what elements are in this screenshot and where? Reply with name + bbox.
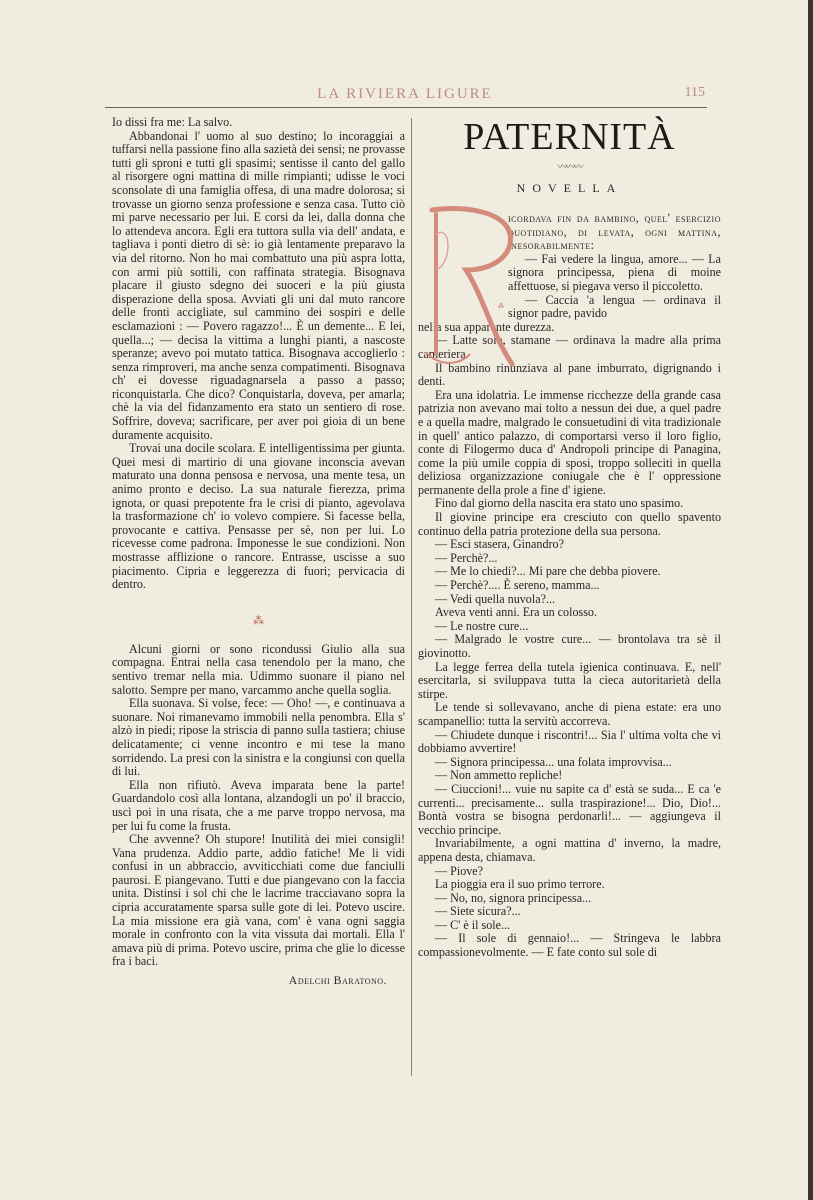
dropcap-r-icon xyxy=(422,204,518,374)
paragraph: Alcuni giorni or sono ricondussi Giulio alla sua compagna. Entrai nella casa tenendolo per la mano, che sentivo tremar nella mia. Udimmo suonare il piano nel salotto. Sempre per mano, varcammo anche quella soglia. xyxy=(112,641,405,697)
paragraph: — No, no, signora principessa... xyxy=(435,890,592,905)
paragraph: — Il sole di gennaio!... — Stringeva le labbra compassionevolmente. — E fate conto sul sole di xyxy=(418,931,721,960)
paragraph: — C' è il sole... xyxy=(435,917,511,932)
svg-text:⁂: ⁂ xyxy=(498,303,504,310)
right-column xyxy=(418,116,721,960)
column-divider xyxy=(411,118,412,1076)
paragraph: Ella suonava. Si volse, fece: — Oho! —, e continuava a suonare. Noi rimanevamo immobili nella penombra. Ella s' alzò in piedi; ripose la striscia di panno sulla tastiera; chiuse delicatamente; ci venne incontro e mi tese la mano sorridendo. La presi con la sinistra e la congiunsi con quella di lui. xyxy=(112,696,405,779)
paragraph: — Siete sicura?... xyxy=(435,904,521,919)
paragraph: — Perchè?... xyxy=(435,550,498,565)
paragraph: Invariabilmente, a ogni mattina d' inverno, la madre, appena desta, chiamava. xyxy=(418,836,721,864)
dialogue-line: — Caccia 'a lengua — ordinava il signor padre, pavido xyxy=(508,292,721,321)
paragraph: Che avvenne? Oh stupore! Inutilità dei miei consigli! Vana prudenza. Addio parte, addio fatiche! Me li vidi confusi in un abbraccio, avviticchiati come due fanciulli paurosi. E piangevano. Tutti e due piangevano con la faccia unita. Distinsi i sol chi che le lacrime tracciavano sopra la cipria accuratamente sparsa sulle gote di lei. Potevo uscire. La mia missione era già vana, com' è vana ogni saggia morale in confronto con la vita vissuta dai mortali. Ella l' amava più di prima. Potevo uscire, prima che glie lo dicesse fra i baci. xyxy=(112,832,405,969)
paragraph: Era una idolatria. Le immense ricchezze della grande casa patrizia non avevano mai tolto a nessun dei due, a quel padre e a quella madre, malgrado le consuetudini di vita tradizionale in quell' antico palazzo, di comportarsi verso il loro figlio, conte di Filogermo duca d' Andropoli principe di Panagina, come la più umile coppia di sposi, troppo solleciti in quella deliziosa organizzazione coniugale che è l' oppressione permanente della prole a fine d' igiene. xyxy=(418,387,721,497)
paragraph: — Perchè?.... È sereno, mamma... xyxy=(435,578,600,593)
paragraph: Il bambino rinunziava al pane imburrato, digrignando i denti. xyxy=(418,360,721,389)
dropcap-letter: R xyxy=(422,204,423,205)
paragraph: Io dissi fra me: La salvo. xyxy=(112,115,233,129)
paragraph: — Le nostre cure... xyxy=(435,618,529,633)
left-column xyxy=(112,116,405,988)
paragraph: — Vedi quella nuvola?... xyxy=(435,591,556,606)
paragraph: Fino dal giorno della nascita era stato uno spasimo. xyxy=(435,496,684,511)
paragraph: — Non ammetto repliche! xyxy=(435,768,563,783)
paragraph: — Chiudete dunque i riscontri!... Sia l' ultima volta che vi dobbiamo avvertire! xyxy=(418,727,721,756)
page-header xyxy=(105,86,705,106)
paragraph: Ella non rifiutò. Aveva imparata bene la parte! Guardandolo così alla lontana, alzandogli un po' il braccio, uscì poi in una risata, che a me parve troppo nervosa, ma per lui fu come la frusta. xyxy=(112,777,405,833)
section-separator: ⁂ xyxy=(253,614,264,627)
paragraph: nella sua apparente durezza. xyxy=(418,319,555,334)
journal-title: LA RIVIERA LIGURE xyxy=(317,86,493,102)
paragraph: — Latte solo, stamane — ordinava la madre alla prima cameriera. xyxy=(418,333,721,361)
paragraph: Trovai una docile scolara. E intelligentissima per giunta. Quei mesi di martirio di una giovane inconscia avevan maturato una donna pensosa e nervosa, una mente tesa, un animo pronto e deciso. La sua naturale fierezza, prima ignota, or quasi prepotente fra le crisi di pianto, agevolava la trasformazione ch' io volevo compiere. Si facesse bella, provocante e cattiva. Pensasse per sè, non per lui. Lo ricevesse come padrona. Imponesse le sue condizioni. Non mostrasse afflizione o rancore. Entrasse, uscisse a suo piacimento. Cipria e leggerezza di fuori; pervicacia di dentro. xyxy=(112,441,405,592)
paragraph: — Signora principessa... una folata improvvisa... xyxy=(435,754,672,769)
title-ornament: 〰〰〰 xyxy=(557,162,582,173)
paragraph: — Ciuccioni!... vuie nu sapite ca d' està se suda... E ca 'e currenti... precisamente... sulla traspirazione!... Dio, Dio!... Bontà vostra se bisogna perdonarli!... — aggiungeva il vecchio principe. xyxy=(418,781,721,837)
paragraph: Abbandonai l' uomo al suo destino; lo incoraggiai a tuffarsi nella passione fino alla sazietà dei sensi; ne provasse tutti gli sproni e tutti gli spasimi; sentisse il canto del gallo al risorgere ogni mattina di mille rimpianti; udisse le voci sconsolate di una famiglia offesa, di una madre dolorosa; si trovasse un giorno senza professione e senza casa. Tutto ciò mi parve necessario per lui. E corsi da lei, dalla donna che lo attendeva ancora. Egli era tuttora sulla via dell' andata, e tagliava i ponti dietro di sè: io già lentamente preparavo la via del ritorno. Non ho mai combattuto una più aspra lotta, con armi più sottili, con raffinata strategia. Bisognava placare il giusto sdegno dei suoceri e la più giusta disperazione della sposa. Avviati gli uni dal muto rancore delle fronti accigliate, sul cammino dei sospiri e delle esclamazioni : — Povero ragazzo!... È un demente... E lei, quella...; — decisa la vittima a lunghi pianti, a nascoste speranze; avevo poi mutato tattica. Bisognava accoglierlo : senza rimproveri, ma anche senza compatimenti. Bisognava ch' ei dovesse riguadagnarsela a passo a passo; riconquistarla. Che dico? Conquistarla, doveva, per amarla; chè la via del fidanzamento era stato un sentiero di rose. Soffrire, doveva; sacrificare, per aver poi gioia di un bene duramente acquisito. xyxy=(112,128,405,442)
author-signature: Adelchi Baratono. xyxy=(288,973,387,988)
paragraph: Le tende si sollevavano, anche di piena estate: era uno scampanellio: tutta la servitù accorreva. xyxy=(418,700,721,728)
paragraph: — Malgrado le vostre cure... — brontolava tra sè il giovinotto. xyxy=(418,632,721,660)
paragraph: La legge ferrea della tutela igienica continuava. E, nell' esercitarla, si sviluppava tutta la cieca autoritarietà della stirpe. xyxy=(418,659,721,701)
header-rule xyxy=(105,107,707,108)
dropcap-block xyxy=(418,204,721,321)
paragraph: — Me lo chiedi?... Mi pare che debba piovere. xyxy=(435,564,661,579)
paragraph: Aveva venti anni. Era un colosso. xyxy=(435,605,597,620)
paragraph: — Piove? xyxy=(435,863,484,878)
paragraph: — Fai vedere la lingua, amore... — La signora principessa, piena di moine affettuose, si piegava verso il piccoletto. xyxy=(508,251,721,293)
page-number: 115 xyxy=(684,85,705,100)
paragraph: Il giovine principe era cresciuto con quello spavento continuo della patria protezione della sua persona. xyxy=(418,510,721,538)
dropcap-continuation: icordava fin da bambino, quel' esercizio quotidiano, di levata, ogni mattina, inesorabilmente: xyxy=(508,211,721,253)
article-title: PATERNITÀ xyxy=(463,116,676,158)
page-edge xyxy=(808,0,813,1200)
article-subtitle: NOVELLA xyxy=(516,181,623,195)
paragraph: — Esci stasera, Ginandro? xyxy=(435,537,564,552)
paragraph: La pioggia era il suo primo terrore. xyxy=(435,877,605,892)
